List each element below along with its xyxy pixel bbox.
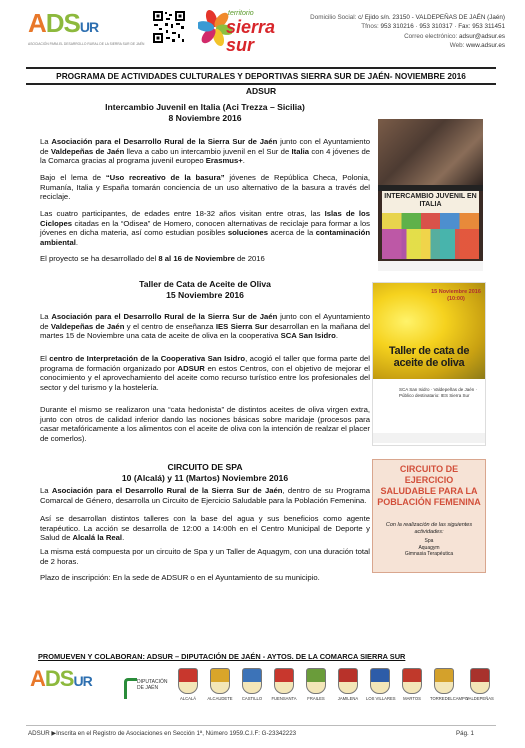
section-oil-paragraph-1: La Asociación para el Desarrollo Rural de la Sierra Sur de Jaén junto con el Ayuntamiento de Valdepeñas de Jaén y el centro de enseñanza IES Sierra Sur desarrollan en la mañana del martes 15 de Noviembre una cata de aceite de oliva en la cooperativa SCA San Isidro. xyxy=(40,312,370,341)
footer-town-shields xyxy=(174,668,496,712)
contact-email: Correo electrónico: adsur@adsur.es xyxy=(404,32,505,40)
coat-of-arms-icon xyxy=(370,668,390,694)
poster-youth-exchange-photo xyxy=(378,119,483,185)
territorio-sierra-sur-logo: territorio sierra sur xyxy=(198,6,286,50)
coat-of-arms-icon xyxy=(306,668,326,694)
section-spa-paragraph-4: Plazo de inscripción: En la sede de ADSUR o en el Ayuntamiento de su municipio. xyxy=(40,573,320,582)
coat-of-arms-icon xyxy=(178,668,198,694)
contact-address: Domicilio Social: c/ Ejido s/n. 23150 - VALDEPEÑAS DE JAÉN (Jaén) xyxy=(310,14,505,21)
section-spa-title: CIRCUITO DE SPA xyxy=(167,462,243,472)
town-shield: FRAILES xyxy=(302,668,330,701)
coat-of-arms-icon xyxy=(338,668,358,694)
poster-spa-subtitle: Con la realización de las siguientes actividades: xyxy=(385,522,473,535)
poster-oil-tasting xyxy=(372,282,486,446)
poster-youth-exchange xyxy=(378,119,483,271)
footer-registry: ADSUR ▶Inscrita en el Registro de Asociaciones en Sección 1ª, Número 1959.C.I.F: G-23342223 xyxy=(28,730,297,737)
poster-youth-exchange-title: INTERCAMBIO JUVENIL EN ITALIA xyxy=(382,191,479,213)
section-oil-paragraph-3: Durante el mismo se realizaron una “cata hedonista” de distintos aceites de oliva virgen extra, junto con otros de calidad inferior dando las nociones básicas sobre maridaje (procesos para casar metafóricamente a los alimentos con el aceite de oliva con la intención de realzar el placer de comerlos). xyxy=(40,405,370,443)
coat-of-arms-icon xyxy=(274,668,294,694)
section-exchange-paragraph-1: La Asociación para el Desarrollo Rural de la Sierra Sur de Jaén junto con el Ayuntamiento de Valdepeñas de Jaén lleva a cabo un intercambio juvenil en el Sur de Italia con 4 jóvenes de la Comarca gracias al programa juvenil europeo Erasmus+. xyxy=(40,137,371,166)
section-spa-heading xyxy=(40,462,370,484)
section-spa-paragraph-2: Así se desarrollan distintos talleres con la base del agua y sus beneficios como agente terapéutico. La acción se desarrolla de 12:00 a 14:00h en el Centro Municipal de Deporte y Salud de Alcalá la Real. xyxy=(40,514,370,543)
poster-oil-details: SCA San Isidro · Valdepeñas de Jaén · Público destinatario: IES Sierra Sur xyxy=(399,387,477,398)
contact-web-link[interactable]: www.adsur.es xyxy=(466,42,505,50)
town-shield: JAMILENA xyxy=(334,668,362,701)
diputacion-mark-icon xyxy=(124,678,137,699)
contact-email-link[interactable]: adsur@adsur.es xyxy=(459,32,505,40)
section-exchange-date: 8 Noviembre 2016 xyxy=(168,113,242,123)
adsur-logo-caption: ASOCIACIÓN PARA EL DESARROLLO RURAL DE LA SIERRA SUR DE JAÉN xyxy=(28,42,145,46)
adsur-logo: ADSUR ASOCIACIÓN PARA EL DESARROLLO RURAL DE LA SIERRA SUR DE JAÉN xyxy=(28,8,145,46)
footer-adsur-logo: ADSUR xyxy=(30,666,92,691)
footer-diputacion-logo: DIPUTACIÓN DE JAÉN xyxy=(124,676,166,700)
coat-of-arms-icon xyxy=(434,668,454,694)
coat-of-arms-icon xyxy=(470,668,490,694)
town-shield: ALCAUDETE xyxy=(206,668,234,701)
section-oil-heading xyxy=(40,279,370,301)
section-spa-date: 10 (Alcalá) y 11 (Martos) Noviembre 2016 xyxy=(121,473,289,483)
town-shield: CASTILLO xyxy=(238,668,266,701)
section-oil-title: Taller de Cata de Aceite de Oliva xyxy=(139,279,271,289)
coat-of-arms-icon xyxy=(210,668,230,694)
contact-info xyxy=(300,13,505,51)
section-exchange-heading xyxy=(40,102,370,124)
document-title: PROGRAMA DE ACTIVIDADES CULTURALES Y DEPORTIVAS SIERRA SUR DE JAÉN- NOVIEMBRE 2016 xyxy=(26,67,496,85)
poster-oil-logos xyxy=(373,433,485,443)
poster-youth-exchange-logos xyxy=(378,261,483,271)
coat-of-arms-icon xyxy=(402,668,422,694)
contact-web: Web: www.adsur.es xyxy=(449,42,505,50)
poster-spa-activities: Spa Aquagym Gimnasia Terapéutica xyxy=(404,538,454,557)
section-exchange-paragraph-2: Bajo el lema de “Uso recreativo de la basura” jóvenes de República Checa, Polonia, Rumanía, Italia y España tomarán conciencia de un uso alternativo de la basura a través del reciclaje. xyxy=(40,173,370,202)
town-shield: ALCALÁ xyxy=(174,668,202,701)
footer-promoters: PROMUEVEN Y COLABORAN: ADSUR – DIPUTACIÓN DE JAÉN - AYTOS. DE LA COMARCA SIERRA SUR xyxy=(38,652,406,661)
town-shield: VALDEPEÑAS xyxy=(466,668,494,701)
poster-oil-title: Taller de cata de aceite de oliva xyxy=(388,345,470,369)
town-shield: TORREDELCAMPO xyxy=(430,668,458,701)
section-exchange-paragraph-3: Las cuatro participantes, de edades entre 18-32 años visitan entre otras, las Islas de los Ciclopes citadas en la “Odisea” de Homero, conocen alternativas de reciclaje para formar a los jóvenes en dicha materia, así como estudian posibles soluciones acerca de la contaminación ambiental. xyxy=(40,209,371,247)
poster-spa-title: CIRCUITO DE EJERCICIO SALUDABLE PARA LA POBLACIÓN FEMENINA xyxy=(377,464,481,507)
section-oil-paragraph-2: El centro de Interpretación de la Cooperativa San Isidro, acogió el taller que forma parte del programa de formación organizado por ADSUR en estos Centros, con el objetivo de mejorar el conocimiento y el aprovechamiento del aceite como recurso turístico entre los profesionales del sector y del turismo y la hostelería. xyxy=(40,354,370,392)
section-spa-paragraph-3: La misma está compuesta por un circuito de Spa y un Taller de Aquagym, con una duración total de 2 horas. xyxy=(40,547,370,566)
section-exchange-title: Intercambio Juvenil en Italia (Aci Trezza – Sicilia) xyxy=(105,102,305,112)
section-spa-paragraph-1: La Asociación para el Desarrollo Rural de la Sierra Sur de Jaén, dentro de su Programa Comarcal de Género, desarrolla un Circuito de Ejercicio Saludable para la Población Femenina. xyxy=(40,486,371,505)
poster-oil-date: 15 Noviembre 2016 (10:00) xyxy=(431,289,481,302)
town-shield: FUENSANTA xyxy=(270,668,298,701)
town-shield: LOS VILLARES xyxy=(366,668,394,701)
coat-of-arms-icon xyxy=(242,668,262,694)
contact-phones: Tfnos: 953 310216 · 953 310317 · Fax: 953 311451 xyxy=(361,23,505,31)
section-oil-date: 15 Noviembre 2016 xyxy=(166,290,244,300)
section-exchange-paragraph-4: El proyecto se ha desarrollado del 8 al 16 de Noviembre de 2016 xyxy=(40,254,265,263)
document-subtitle: ADSUR xyxy=(245,86,277,96)
page-number: Pág. 1 xyxy=(456,730,474,737)
qr-code-icon xyxy=(152,10,186,44)
poster-spa-circuit xyxy=(372,459,486,573)
footer-divider xyxy=(26,725,496,726)
town-shield: MARTOS xyxy=(398,668,426,701)
